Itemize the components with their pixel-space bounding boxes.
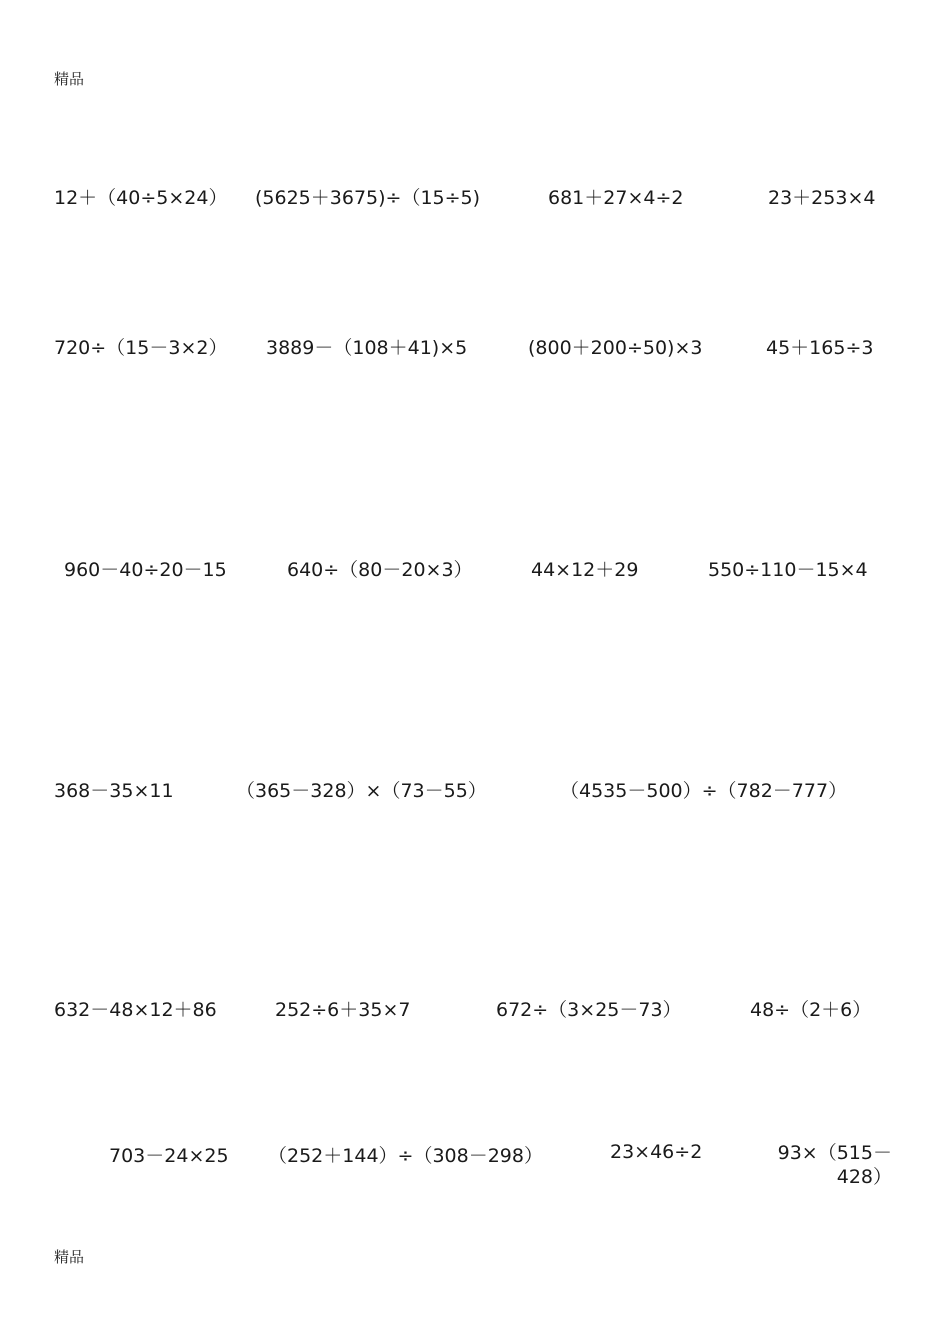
problem-1-2: (5625＋3675)÷（15÷5) bbox=[255, 187, 481, 209]
problem-3-3: 44×12＋29 bbox=[531, 559, 639, 581]
problem-1-3: 681＋27×4÷2 bbox=[548, 187, 684, 209]
problem-1-1: 12＋（40÷5×24） bbox=[54, 187, 228, 209]
problem-5-2: 252÷6＋35×7 bbox=[275, 999, 411, 1021]
problem-2-1: 720÷（15－3×2） bbox=[54, 337, 228, 359]
problem-4-1: 368－35×11 bbox=[54, 780, 174, 802]
problem-4-2: （365－328）×（73－55） bbox=[236, 780, 487, 802]
problem-5-1: 632－48×12＋86 bbox=[54, 999, 217, 1021]
problem-3-4: 550÷110－15×4 bbox=[708, 559, 868, 581]
problem-6-3: 23×46÷2 bbox=[610, 1141, 703, 1163]
problem-5-4: 48÷（2＋6） bbox=[750, 999, 872, 1021]
header-mark: 精品 bbox=[54, 70, 85, 88]
problem-6-1: 703－24×25 bbox=[109, 1145, 229, 1167]
problem-4-3: （4535－500）÷（782－777） bbox=[560, 780, 848, 802]
problem-2-3: (800＋200÷50)×3 bbox=[528, 337, 703, 359]
problem-5-3: 672÷（3×25－73） bbox=[496, 999, 682, 1021]
problem-6-4: 93×（515－428） bbox=[777, 1142, 892, 1188]
problem-2-4: 45＋165÷3 bbox=[766, 337, 874, 359]
problem-3-1: 960－40÷20－15 bbox=[64, 559, 227, 581]
problem-6-2: （252＋144）÷（308－298） bbox=[268, 1145, 543, 1167]
problem-2-2: 3889－（108＋41)×5 bbox=[266, 337, 468, 359]
problem-3-2: 640÷（80－20×3） bbox=[287, 559, 473, 581]
problem-1-4: 23＋253×4 bbox=[768, 187, 876, 209]
footer-mark: 精品 bbox=[54, 1248, 85, 1266]
